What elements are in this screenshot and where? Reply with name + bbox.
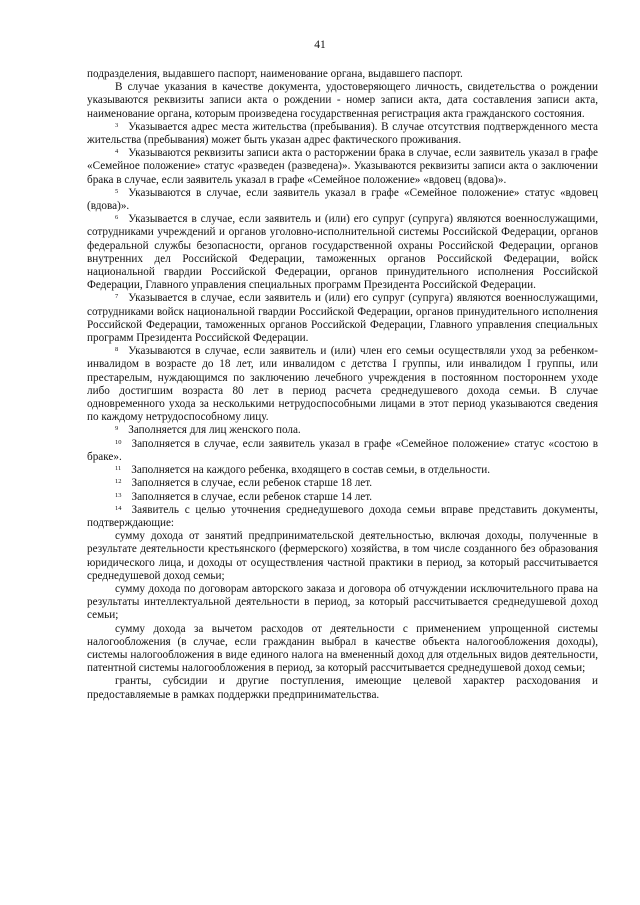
paragraph-text: Заполняется в случае, если ребенок старше 14 лет.: [131, 490, 373, 503]
footnote-paragraph: [87, 491, 598, 504]
footnote-paragraph: [87, 464, 598, 477]
footnote-marker: 5: [115, 187, 119, 195]
paragraph-text: сумму дохода по договорам авторского заказа и договора об отчуждении исключительного права на результаты интеллектуальной деятельности в период, за который рассчитывается среднедушевой доход семьи;: [87, 582, 598, 622]
paragraph-text: Указываются реквизиты записи акта о расторжении брака в случае, если заявитель указал в графе «Семейное положение» статус «разведен (разведена)». Указываются реквизиты записи акта о заключении брака в случае, если заявитель указал в графе «Семейное положение» «вдовец (вдова)».: [87, 147, 598, 186]
footnote-paragraph: [87, 147, 598, 187]
paragraph-text: Заполняется на каждого ребенка, входящего в состав семьи, в отдельности.: [131, 464, 491, 477]
body-paragraph: [87, 81, 598, 121]
paragraph-text: сумму дохода от занятий предпринимательской деятельностью, включая доходы, полученные в результате деятельности крестьянского (фермерского) хозяйства, в том числе созданного без образования юридического лица, и доходы от осуществления частной практики в период, за который рассчитывается среднедушевой доход семьи;: [87, 530, 598, 582]
paragraph-text: Указываются в случае, если заявитель и (или) член его семьи осуществляли уход за ребенком-инвалидом в возрасте до 18 лет, или инвалидом с детства I группы, или инвалидом I группы, или престарелым, нуждающимся по заключению лечебного учреждения в постоянном постороннем уходе либо достигшим возраста 80 лет в период расчета среднедушевого дохода семьи. В случае одновременного ухода за несколькими нетрудоспособными лицами в этот период указываются сведения по каждому нетрудоспособному лицу.: [87, 345, 598, 424]
footnote-paragraph: [87, 504, 598, 530]
footnote-marker: 14: [115, 504, 122, 512]
paragraph-text: В случае указания в качестве документа, удостоверяющего личность, свидетельства о рождении указываются реквизиты записи акта о рождении - номер записи акта, дата составления записи акта, наименование органа, которым произведена государственная регистрация акта гражданского состояния.: [87, 81, 598, 120]
paragraph-text: подразделения, выдавшего паспорт, наименование органа, выдавшего паспорт.: [87, 68, 463, 80]
paragraph-text: Указываются в случае, если заявитель указал в графе «Семейное положение» статус «вдовец (вдова)».: [87, 186, 598, 213]
footnote-marker: 12: [115, 478, 122, 486]
footnotes-body: [87, 68, 598, 702]
footnote-paragraph: [87, 213, 598, 292]
footnote-marker: 9: [115, 425, 119, 433]
paragraph-text: Указывается в случае, если заявитель и (или) его супруг (супруга) являются военнослужащими, сотрудниками войск национальной гвардии Российской Федерации, органов принудительного исполнения Российской Федерации, таможенных органов Российской Федерации, Главного управления специальных программ Президента Российской Федерации.: [87, 292, 598, 345]
footnote-marker: 3: [115, 121, 119, 129]
page-number: 41: [314, 39, 326, 51]
body-paragraph: [87, 623, 598, 676]
body-paragraph: [87, 530, 598, 583]
footnote-paragraph: [87, 187, 598, 213]
footnote-paragraph: [87, 477, 598, 490]
paragraph-text: Заявитель с целью уточнения среднедушевого дохода семьи вправе представить документы, подтверждающие:: [87, 503, 598, 529]
paragraph-text: Указывается в случае, если заявитель и (или) его супруг (супруга) являются военнослужащими, сотрудниками учреждений и органов уголовно-исполнительной системы Российской Федерации, органов федеральной службы безопасности, органов государственной охраны Российской Федерации, органов внутренних дел Российской Федерации, таможенных органов Российской Федерации, войск национальной гвардии Российской Федерации, органов принудительного исполнения Российской Федерации, Главного управления специальных программ Президента Российской Федерации.: [87, 213, 598, 292]
footnote-paragraph: [87, 438, 598, 464]
footnote-marker: 4: [115, 148, 119, 156]
paragraph-text: Заполняется в случае, если заявитель указал в графе «Семейное положение» статус «состою в браке».: [87, 437, 598, 463]
footnote-marker: 13: [115, 491, 122, 499]
footnote-marker: 6: [115, 214, 119, 222]
footnote-paragraph: [87, 292, 598, 345]
paragraph-text: сумму дохода за вычетом расходов от деятельности с применением упрощенной системы налогообложения (в случае, если гражданин выбрал в качестве объекта налогообложения доходы), системы налогообложения в виде единого налога на вмененный доход для отдельных видов деятельности, патентной системы налогообложения в период, за который рассчитывается среднедушевой доход семьи;: [87, 622, 598, 675]
footnote-paragraph: [87, 424, 598, 437]
paragraph-text: Заполняется для лиц женского пола.: [128, 424, 301, 437]
paragraph-text: гранты, субсидии и другие поступления, имеющие целевой характер расходования и предоставляемые в рамках поддержки предпринимательства.: [87, 675, 598, 701]
footnote-marker: 10: [115, 438, 122, 446]
footnote-marker: 11: [115, 465, 122, 473]
body-paragraph: [87, 583, 598, 623]
body-paragraph: [87, 675, 598, 701]
paragraph-text: Указывается адрес места жительства (пребывания). В случае отсутствия подтвержденного места жительства (пребывания) может быть указан адрес фактического проживания.: [87, 120, 598, 147]
footnote-marker: 8: [115, 346, 119, 354]
footnote-paragraph: [87, 345, 598, 424]
footnote-paragraph: [87, 121, 598, 147]
paragraph-text: Заполняется в случае, если ребенок старше 18 лет.: [131, 477, 373, 490]
footnote-marker: 7: [115, 293, 119, 301]
body-paragraph: [87, 68, 598, 81]
